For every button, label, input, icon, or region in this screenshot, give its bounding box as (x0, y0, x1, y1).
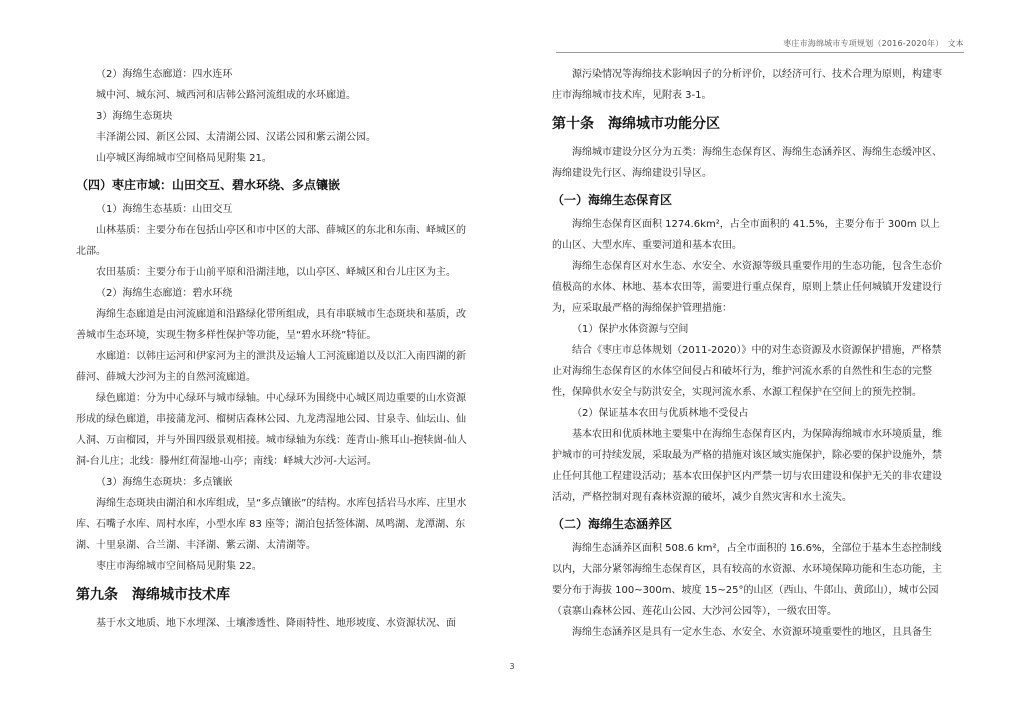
subsection-heading: （二）海绵生态涵养区 (552, 517, 673, 531)
subsection-heading: （四）枣庄市域：山田交互、碧水环绕、多点镶嵌 (76, 178, 341, 192)
paragraph: 绿色廊道：分为中心绿环与城市绿轴。中心绿环为围绕中心城区周边重要的山水资源形成的绿色廊道，串接蒲龙河、榴树店森林公园、九龙湾湿地公园、甘泉寺、仙坛山、仙人洞、万亩榴园，并与外围四级景观相接。城市绿轴为东线：莲青山-熊耳山-抱犊崮-仙人洞-台儿庄；北线：滕州红荷湿地-山亭；南线：峄城大沙河-大运河。 (76, 393, 467, 467)
right-column (552, 64, 948, 643)
paragraph: （1）保护水体资源与空间 (572, 324, 689, 335)
section-heading: 第九条 海绵城市技术库 (76, 587, 230, 603)
paragraph: 结合《枣庄市总体规划（2011-2020）》中的对生态资源及水资源保护措施，严格禁止对海绵生态保育区的水体空间侵占和破坏行为，维护河流水系的自然性和生态的完整性，保障供水安全与防洪安全，实现河流水系、水源工程保护在空间上的预先控制。 (552, 345, 942, 398)
paragraph: 基于水文地质、地下水埋深、土壤渗透性、降雨特性、地形坡度、水资源状况、面 (96, 618, 456, 629)
paragraph: 枣庄市海绵城市空间格局见附集 22。 (96, 561, 262, 572)
paragraph: 海绵生态涵养区是具有一定水生态、水安全、水资源环境重要性的地区，且具备生 (572, 627, 932, 638)
left-column (76, 64, 472, 634)
paragraph: 海绵生态廊道是由河流廊道和沿路绿化带所组成，具有串联城市生态斑块和基质，改善城市生态环境，实现生物多样性保护等功能，呈“碧水环绕”特征。 (76, 309, 466, 341)
paragraph: 城中河、城东河、城西河和店韩公路河流组成的水环廊道。 (96, 90, 356, 101)
page-number: 3 (509, 662, 515, 671)
paragraph: 丰泽湖公园、新区公园、太清湖公园、汉诺公园和紫云湖公园。 (96, 132, 376, 143)
paragraph: （2）海绵生态廊道：碧水环绕 (96, 288, 233, 299)
paragraph: （2）海绵生态廊道：四水连环 (96, 69, 233, 80)
header-rule (556, 52, 964, 53)
paragraph: 海绵生态涵养区面积 508.6 km²，占全市面积的 16.6%，全部位于基本生态控制线以内，大部分紧邻海绵生态保育区，具有较高的水资源、水环境保障功能和生态功能，主要分布于海拔 100~300m、坡度 15~25°的山区（西山、牛郎山、黄邱山），城市公园（袁寨山森林公园、莲花山公园、大沙河公园等），一级农田等。 (552, 543, 942, 617)
paragraph: 农田基质：主要分布于山前平原和沿湖洼地，以山亭区、峄城区和台儿庄区为主。 (96, 267, 456, 278)
paragraph: 海绵生态斑块由湖泊和水库组成，呈“多点镶嵌”的结构。水库包括岩马水库、庄里水库、石嘴子水库、周村水库，小型水库 83 座等；湖泊包括签体湖、凤鸣湖、龙潭湖、东湖、十里泉湖、合兰湖、丰泽湖、紫云湖、太清湖等。 (76, 498, 467, 551)
paragraph: 基本农田和优质林地主要集中在海绵生态保育区内，为保障海绵城市水环境质量，维护城市的可持续发展，采取最为严格的措施对该区域实施保护，除必要的保护设施外，禁止任何其他工程建设活动；基本农田保护区内严禁一切与农田建设和保护无关的非农建设活动，严格控制对现有森林资源的破坏，减少自然灾害和水土流失。 (552, 429, 942, 503)
paragraph: 海绵生态保育区对水生态、水安全、水资源等级具重要作用的生态功能，包含生态价值极高的水体、林地、基本农田等，需要进行重点保育，原则上禁止任何城镇开发建设行为，应采取最严格的海绵保护管理措施： (552, 261, 942, 314)
paragraph: 山林基质：主要分布在包括山亭区和市中区的大部、薛城区的东北和东南、峄城区的北部。 (76, 225, 466, 257)
running-header: 枣庄市海绵城市专项规划（2016-2020年） 文本 (783, 39, 964, 48)
paragraph: 源污染情况等海绵技术影响因子的分析评价，以经济可行、技术合理为原则，构建枣庄市海绵城市技术库，见附表 3-1。 (552, 69, 942, 101)
paragraph: 海绵生态保育区面积 1274.6km²，占全市面积的 41.5%，主要分布于 300m 以上的山区、大型水库、重要河道和基本农田。 (552, 219, 940, 251)
paragraph: 3）海绵生态斑块 (96, 111, 173, 122)
section-heading: 第十条 海绵城市功能分区 (552, 116, 720, 132)
paragraph: （1）海绵生态基质：山田交互 (96, 204, 233, 215)
paragraph: 山亭城区海绵城市空间格局见附集 21。 (96, 153, 272, 164)
paragraph: （2）保证基本农田与优质林地不受侵占 (572, 408, 749, 419)
paragraph: （3）海绵生态斑块：多点镶嵌 (96, 477, 233, 488)
subsection-heading: （一）海绵生态保育区 (552, 193, 673, 207)
paragraph: 海绵城市建设分区分为五类：海绵生态保育区、海绵生态涵养区、海绵生态缓冲区、海绵建设先行区、海绵建设引导区。 (552, 147, 942, 179)
paragraph: 水廊道：以韩庄运河和伊家河为主的泄洪及运输人工河流廊道以及以汇入南四湖的新薛河、薛城大沙河为主的自然河流廊道。 (76, 351, 466, 383)
